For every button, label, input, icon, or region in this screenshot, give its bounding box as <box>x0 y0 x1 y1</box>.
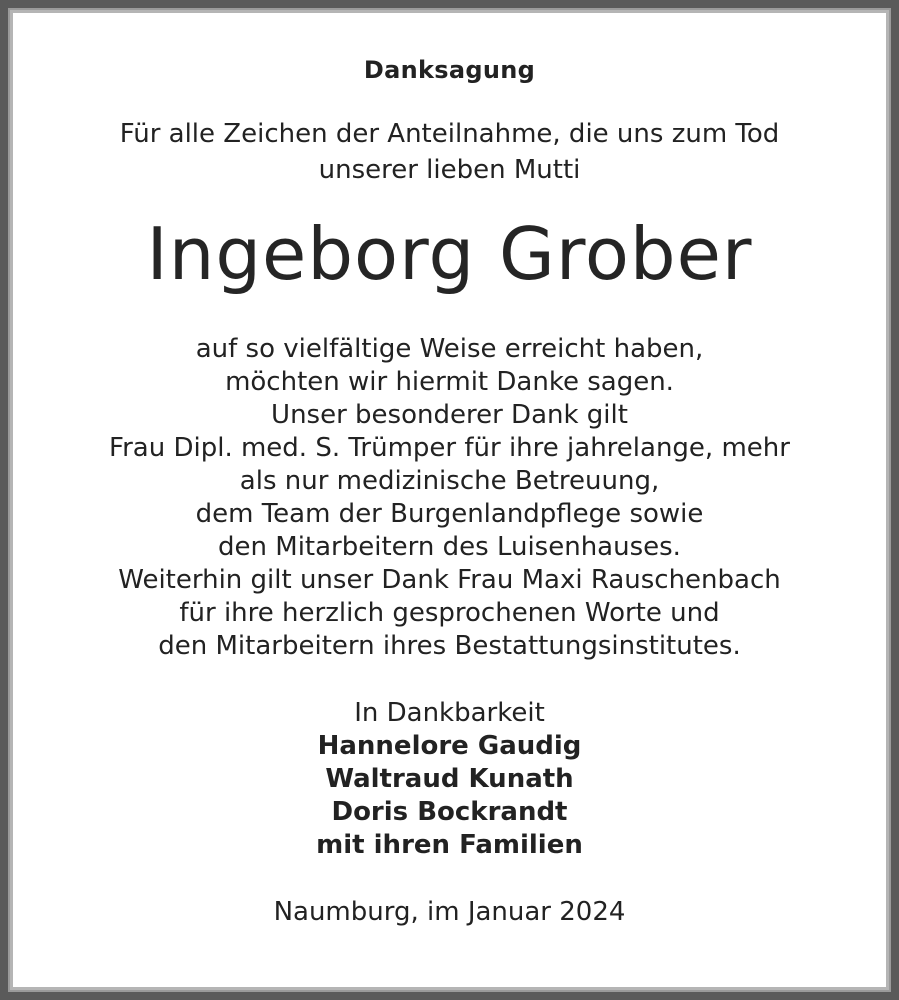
body-line-4: Frau Dipl. med. S. Trümper für ihre jahrelange, mehr <box>109 433 790 463</box>
body-line-6: dem Team der Burgenlandpflege sowie <box>195 499 704 529</box>
deceased-name: Ingeborg Grober <box>146 212 753 296</box>
body-line-1: auf so vielfältige Weise erreicht haben, <box>195 334 704 364</box>
signer-3: Doris Bockrandt <box>331 797 568 827</box>
body-line-2: möchten wir hiermit Danke sagen. <box>225 367 674 397</box>
place-date: Naumburg, im Januar 2024 <box>273 897 626 927</box>
gratitude-line: In Dankbarkeit <box>354 698 545 728</box>
intro-line-2: unserer lieben Mutti <box>318 155 581 185</box>
body-line-3: Unser besonderer Dank gilt <box>271 400 628 430</box>
signer-4: mit ihren Familien <box>316 830 583 860</box>
body-line-7: den Mitarbeitern des Luisenhauses. <box>218 532 681 562</box>
signer-2: Waltraud Kunath <box>325 764 574 794</box>
body-line-8: Weiterhin gilt unser Dank Frau Maxi Rauschenbach <box>118 565 781 595</box>
body-line-10: den Mitarbeitern ihres Bestattungsinstitutes. <box>158 631 741 661</box>
body-line-5: als nur medizinische Betreuung, <box>239 466 660 496</box>
signer-1: Hannelore Gaudig <box>317 731 582 761</box>
body-line-9: für ihre herzlich gesprochenen Worte und <box>179 598 720 628</box>
intro-line-1: Für alle Zeichen der Anteilnahme, die uns zum Tod <box>119 119 780 149</box>
heading: Danksagung <box>363 56 536 84</box>
